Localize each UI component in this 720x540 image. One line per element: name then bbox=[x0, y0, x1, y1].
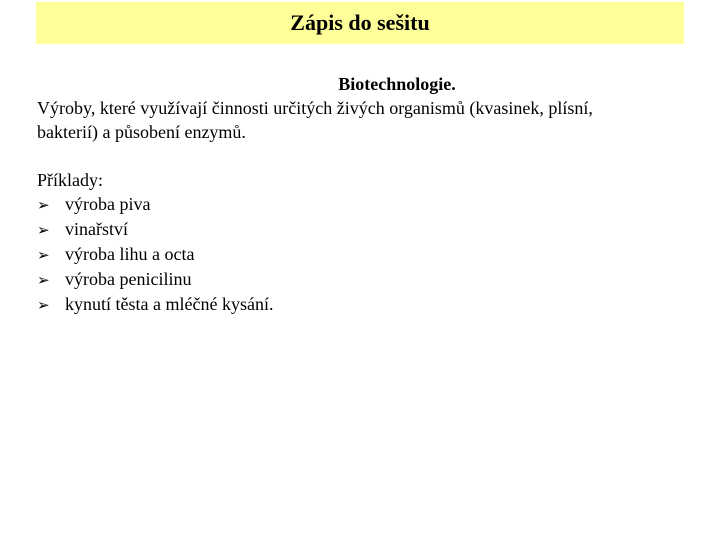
title-banner bbox=[36, 2, 684, 44]
section-heading: Biotechnologie. bbox=[338, 74, 456, 94]
examples-label: Příklady: bbox=[37, 170, 103, 190]
arrow-bullet-icon: ➢ bbox=[37, 296, 50, 314]
list-item bbox=[37, 242, 677, 267]
arrow-bullet-icon: ➢ bbox=[37, 246, 50, 264]
examples-list bbox=[37, 192, 677, 317]
list-item bbox=[37, 217, 677, 242]
list-item-text: výroba lihu a octa bbox=[65, 244, 195, 264]
list-item-text: výroba piva bbox=[65, 194, 151, 214]
spacer bbox=[37, 144, 677, 168]
list-item bbox=[37, 292, 677, 317]
page-title: Zápis do sešitu bbox=[290, 10, 430, 35]
notes-content bbox=[37, 72, 677, 317]
definition-line-2: bakterií) a působení enzymů. bbox=[37, 122, 246, 142]
arrow-bullet-icon: ➢ bbox=[37, 196, 50, 214]
list-item bbox=[37, 267, 677, 292]
arrow-bullet-icon: ➢ bbox=[37, 221, 50, 239]
list-item-text: vinařství bbox=[65, 219, 128, 239]
arrow-bullet-icon: ➢ bbox=[37, 271, 50, 289]
list-item-text: kynutí těsta a mléčné kysání. bbox=[65, 294, 274, 314]
definition-line-1: Výroby, které využívají činnosti určitých živých organismů (kvasinek, plísní, bbox=[37, 98, 593, 118]
list-item-text: výroba penicilinu bbox=[65, 269, 192, 289]
list-item bbox=[37, 192, 677, 217]
